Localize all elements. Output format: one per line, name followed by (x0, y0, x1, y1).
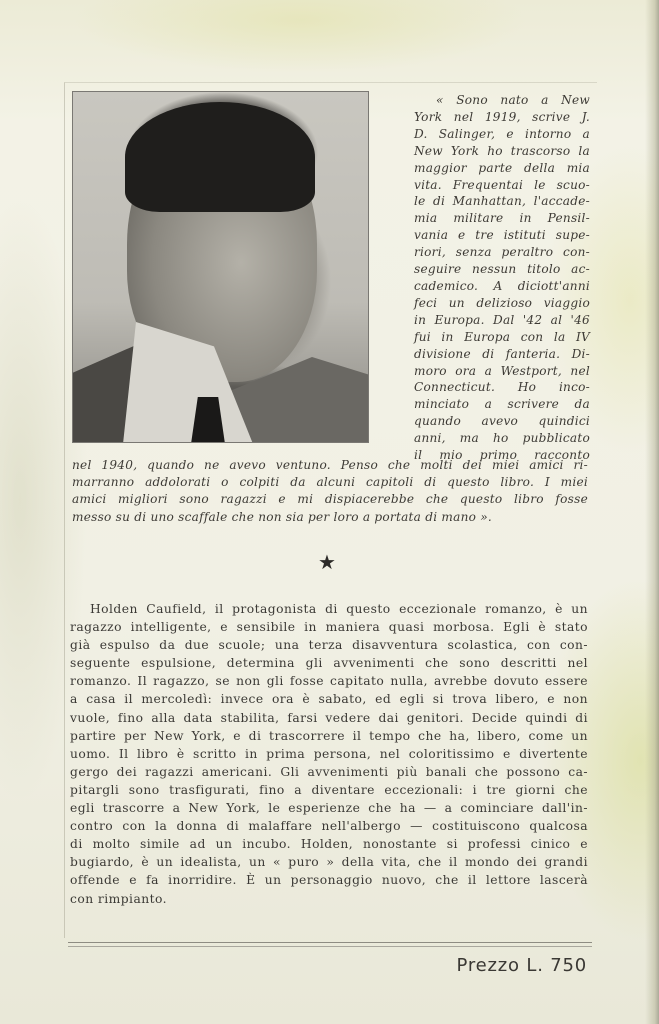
quote-line: Connecticut. Ho inco- (414, 380, 590, 395)
quote-line: amici migliori sono ragazzi e mi dispiacerebbe che questo libro fosse (72, 492, 588, 507)
star-icon: ★ (318, 550, 336, 574)
synopsis-line: romanzo. Il ragazzo, se non gli fosse capitato nulla, avrebbe dovuto essere (70, 674, 588, 689)
quote-line: divisione di fanteria. Di- (414, 346, 590, 361)
price-label: Prezzo L. 750 (456, 955, 587, 976)
synopsis-line: già espulso da due scuole; una terza disavventura scolastica, con con- (70, 638, 588, 653)
quote-line: messo su di uno scaffale che non sia per loro a portata di mano ». (72, 509, 492, 524)
footer-rule-top (68, 942, 592, 943)
quote-line: riori, senza peraltro con- (414, 245, 590, 260)
author-photo (72, 91, 369, 443)
quote-line: feci un delizioso viaggio (414, 295, 590, 310)
synopsis-line: pitargli sono trasfigurati, fino a diventare eccezionali: i tre giorni che (70, 782, 588, 797)
photo-hair (125, 102, 315, 212)
quote-line: mia militare in Pensil- (414, 211, 590, 226)
quote-line: quando avevo quindici (414, 414, 590, 429)
footer-rule-bottom (68, 946, 592, 947)
quote-line: in Europa. Dal '42 al '46 (414, 312, 590, 327)
synopsis-line: ragazzo intelligente, e sensibile in maniera quasi morbosa. Egli è stato (70, 620, 588, 635)
quote-line: cademico. A diciott'anni (414, 278, 590, 293)
synopsis-line: Holden Caufield, il protagonista di questo eccezionale romanzo, è un (90, 602, 588, 616)
synopsis-line: a casa il mercoledì: invece ora è sabato, ed egli si trova libero, e non (70, 692, 588, 707)
quote-line: nel 1940, quando ne avevo ventuno. Penso che molti dei miei amici ri- (72, 458, 588, 472)
quote-line: maggior parte della mia (414, 160, 590, 175)
quote-line: D. Salinger, e intorno a (414, 126, 590, 141)
quote-line: fui in Europa con la IV (414, 329, 590, 344)
quote-line: il mio primo racconto (414, 448, 590, 463)
quote-line: marranno addolorati o colpiti da alcuni capitoli di questo libro. I miei (72, 475, 588, 490)
synopsis-line: offende e fa inorridire. È un personaggio nuovo, che il lettore lascerà (70, 873, 588, 888)
quote-line: « Sono nato a New (436, 93, 590, 107)
quote-line: minciato a scrivere da (414, 397, 590, 412)
quote-line: York nel 1919, scrive J. (414, 109, 590, 124)
quote-line: le di Manhattan, l'accade- (414, 194, 590, 209)
synopsis-line: vuole, fino alla data stabilita, farsi vedere dai genitori. Decide quindi di (70, 710, 588, 725)
synopsis-paragraph (70, 600, 588, 908)
synopsis-line: contro con la donna di malaffare nell'albergo — costituiscono qualcosa (70, 819, 588, 834)
quote-line: vita. Frequentai le scuo- (414, 177, 590, 192)
page-edge-shadow (645, 0, 659, 1024)
quote-line: anni, ma ho pubblicato (414, 431, 590, 446)
quote-line: seguire nessun titolo ac- (414, 262, 590, 277)
synopsis-line: seguente espulsione, determina gli avvenimenti che sono descritti nel (70, 656, 588, 671)
synopsis-line: gergo dei ragazzi americani. Gli avvenimenti più banali che possono ca- (70, 764, 588, 779)
synopsis-line: egli trascorre a New York, le esperienze che ha — a cominciare dall'in- (70, 801, 588, 816)
quote-line: moro ora a Westport, nel (414, 363, 590, 378)
synopsis-line: partire per New York, e di trascorrere il tempo che ha, libero, come un (70, 728, 588, 743)
synopsis-line: di molto simile ad un incubo. Holden, nonostante si professi cinico e (70, 837, 588, 852)
synopsis-line: uomo. Il libro è scritto in prima persona, nel coloritissimo e divertente (70, 746, 588, 761)
quote-line: vania e tre istituti supe- (414, 228, 590, 243)
synopsis-line: bugiardo, è un idealista, un « puro » della vita, che il mondo dei grandi (70, 855, 588, 870)
quote-line: New York ho trascorso la (414, 143, 590, 158)
synopsis-line: con rimpianto. (70, 891, 167, 906)
author-quote-beside-photo (414, 92, 590, 464)
author-quote-continuation (72, 457, 588, 526)
